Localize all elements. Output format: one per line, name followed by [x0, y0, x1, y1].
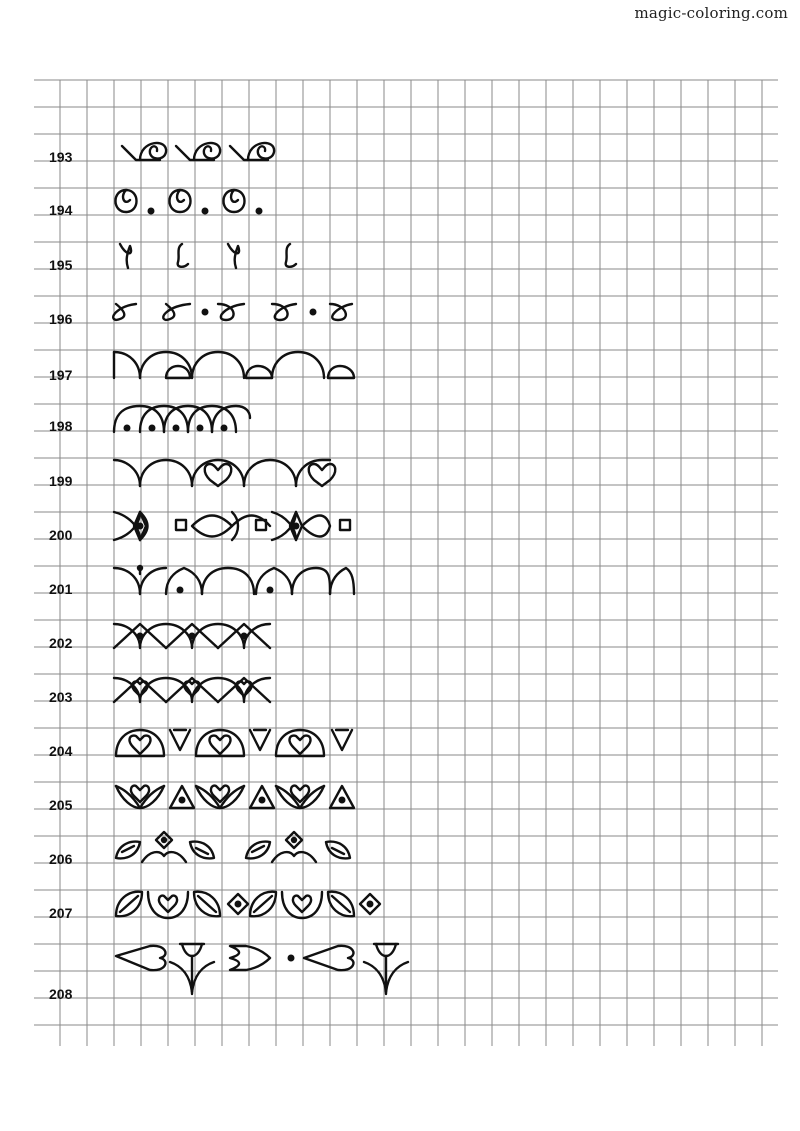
pattern-row-196 [113, 304, 352, 320]
pattern-row-197 [114, 352, 354, 378]
pattern-row-202 [114, 624, 270, 648]
pattern-row-193 [122, 143, 274, 160]
pattern-row-201 [114, 566, 354, 594]
row-number-205: 205 [49, 797, 73, 813]
row-number-column [49, 149, 73, 1002]
pattern-row-200 [114, 512, 350, 540]
row-number-201: 201 [49, 581, 73, 597]
site-watermark: magic-coloring.com [634, 4, 788, 22]
pattern-row-205 [116, 786, 354, 808]
row-number-194: 194 [49, 202, 73, 218]
row-number-193: 193 [49, 149, 73, 165]
row-number-197: 197 [49, 367, 73, 383]
pattern-row-204 [116, 730, 352, 756]
row-number-204: 204 [49, 743, 73, 759]
border-patterns [113, 143, 408, 994]
row-number-207: 207 [49, 905, 73, 921]
row-number-196: 196 [49, 311, 73, 327]
row-number-208: 208 [49, 986, 73, 1002]
graph-grid [34, 80, 778, 1046]
row-number-206: 206 [49, 851, 73, 867]
pattern-row-203 [114, 678, 270, 702]
pattern-row-208 [116, 944, 408, 994]
row-number-202: 202 [49, 635, 73, 651]
pattern-row-195 [120, 244, 296, 268]
pattern-row-207 [116, 892, 380, 918]
row-number-199: 199 [49, 473, 73, 489]
row-number-200: 200 [49, 527, 73, 543]
pattern-row-194 [116, 190, 262, 213]
row-number-203: 203 [49, 689, 73, 705]
pattern-row-199 [114, 460, 335, 486]
row-number-198: 198 [49, 418, 73, 434]
row-number-195: 195 [49, 257, 73, 273]
pattern-row-198 [114, 406, 250, 432]
